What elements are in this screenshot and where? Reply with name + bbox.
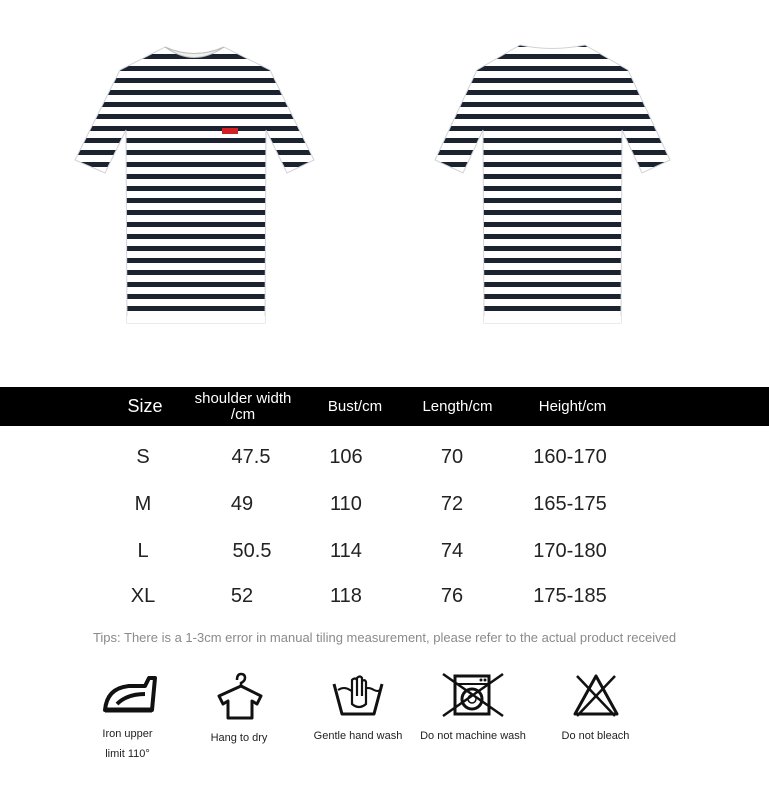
cell-length: 72 <box>440 493 464 515</box>
size-table-header <box>0 387 769 426</box>
measurement-tips: Tips: There is a 1-3cm error in manual tiling measurement, please refer to the actual product received <box>92 630 677 645</box>
cell-length: 70 <box>440 446 464 468</box>
care-item-iron: Iron upper limit 110° <box>90 670 165 764</box>
cell-height: 175-185 <box>533 585 607 607</box>
logo-patch <box>222 128 238 134</box>
table-row <box>0 581 769 611</box>
cell-shoulder: 50.5 <box>232 540 272 562</box>
cell-bust: 114 <box>330 540 362 562</box>
cell-shoulder: 49 <box>230 493 254 515</box>
table-row <box>0 442 769 472</box>
tshirt-back-image <box>430 40 675 330</box>
tshirt-front-image <box>72 40 317 330</box>
iron-icon <box>97 670 159 718</box>
hand-wash-icon <box>330 670 386 720</box>
hang-dry-icon <box>215 670 263 722</box>
cell-shoulder: 47.5 <box>231 446 271 468</box>
no-bleach-icon <box>571 670 621 720</box>
header-shoulder: shoulder width /cm <box>194 389 292 423</box>
cell-length: 74 <box>440 540 464 562</box>
cell-size: M <box>134 493 152 515</box>
care-item-no-bleach: Do not bleach <box>548 670 643 746</box>
header-size: Size <box>127 396 163 416</box>
cell-bust: 118 <box>330 585 362 607</box>
header-length: Length/cm <box>422 398 493 415</box>
cell-height: 160-170 <box>533 446 607 468</box>
cell-height: 165-175 <box>533 493 607 515</box>
header-bust: Bust/cm <box>327 398 383 415</box>
cell-bust: 106 <box>329 446 363 468</box>
table-row <box>0 536 769 566</box>
cell-height: 170-180 <box>533 540 607 562</box>
cell-size: L <box>137 540 149 562</box>
care-item-no-machine-wash: Do not machine wash <box>413 670 533 746</box>
care-item-hand-wash: Gentle hand wash <box>308 670 408 746</box>
cell-length: 76 <box>440 585 464 607</box>
cell-shoulder: 52 <box>230 585 254 607</box>
cell-size: S <box>136 446 150 468</box>
care-item-hang-dry: Hang to dry <box>203 670 275 748</box>
header-height: Height/cm <box>538 398 607 415</box>
cell-bust: 110 <box>330 493 362 515</box>
no-machine-wash-icon <box>439 670 507 720</box>
table-row <box>0 489 769 519</box>
cell-size: XL <box>130 585 156 607</box>
